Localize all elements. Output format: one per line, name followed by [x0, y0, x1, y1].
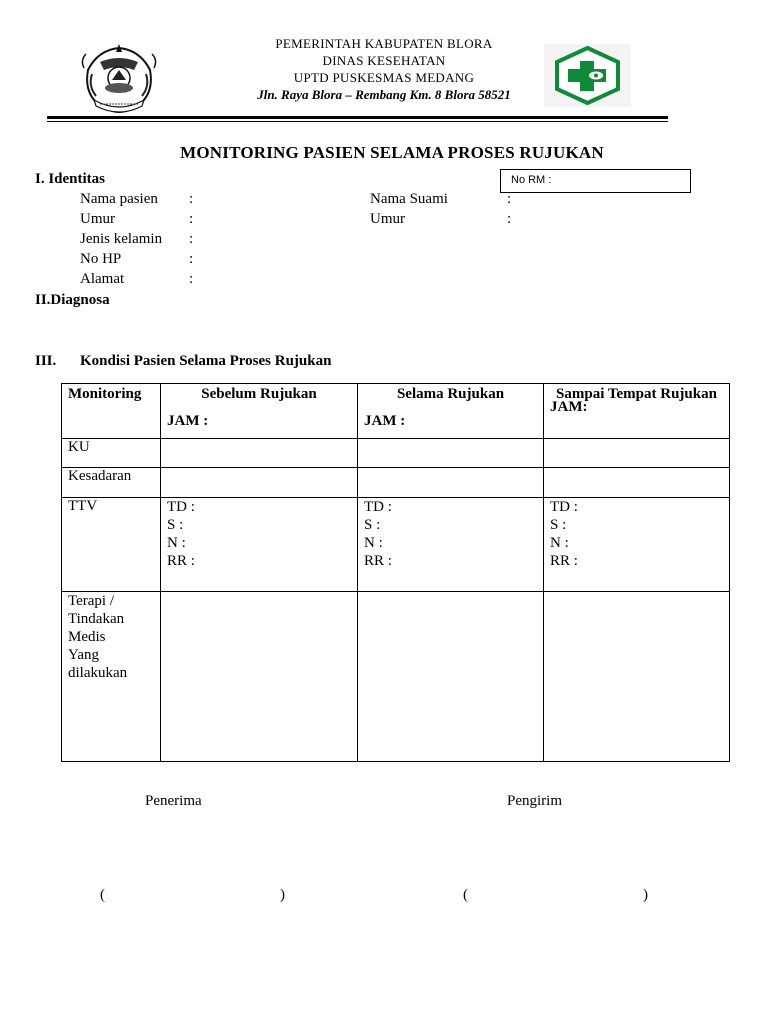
cell-kesadaran-sampai[interactable] [544, 468, 730, 498]
field-alamat-colon: : [189, 271, 194, 287]
field-jenis-kelamin-colon: : [189, 231, 194, 247]
header-monitoring-label: Monitoring [68, 386, 142, 402]
cell-terapi-sebelum[interactable] [161, 592, 358, 762]
section-kondisi-heading: Kondisi Pasien Selama Proses Rujukan [80, 353, 332, 369]
cell-ttv-sebelum[interactable] [161, 498, 358, 592]
cell-terapi-sampai[interactable] [544, 592, 730, 762]
cell-terapi-selama[interactable] [358, 592, 544, 762]
field-alamat-label: Alamat [80, 271, 125, 287]
ttv-n-label: N : [364, 535, 383, 551]
section-kondisi-number: III. [35, 353, 57, 369]
terapi-line: Terapi / [68, 593, 115, 609]
header-department: DINAS KESEHATAN [322, 53, 446, 68]
signature-penerima-label: Penerima [145, 793, 202, 809]
signature-pengirim-open-paren: ( [463, 887, 468, 903]
terapi-line: Tindakan [68, 611, 125, 627]
header-rule-thin [47, 121, 668, 122]
ttv-n-label: N : [167, 535, 186, 551]
jam-sebelum-label: JAM : [167, 413, 209, 429]
table-row-ttv [62, 498, 730, 592]
terapi-line: dilakukan [68, 665, 128, 681]
signature-pengirim-close-paren: ) [643, 887, 648, 903]
ttv-n-label: N : [550, 535, 569, 551]
ttv-s-label: S : [550, 517, 567, 533]
ttv-rr-label: RR : [550, 553, 578, 569]
cell-ttv-selama[interactable] [358, 498, 544, 592]
cell-kesadaran-selama[interactable] [358, 468, 544, 498]
cell-ku-sebelum[interactable] [161, 439, 358, 468]
field-nama-suami-label: Nama Suami [370, 191, 448, 207]
ttv-rr-label: RR : [364, 553, 392, 569]
ttv-td-label: TD : [550, 499, 578, 515]
no-rm-box[interactable] [500, 169, 691, 193]
ttv-td-label: TD : [167, 499, 195, 515]
field-nama-pasien-label: Nama pasien [80, 191, 158, 207]
field-umur-suami-label: Umur [370, 211, 405, 227]
ttv-s-label: S : [364, 517, 381, 533]
section-identitas-heading: I. Identitas [35, 171, 106, 187]
terapi-line: Medis [68, 629, 106, 645]
row-label-ku: KU [62, 439, 161, 468]
signature-penerima-close-paren: ) [280, 887, 285, 903]
table-row-terapi [62, 592, 730, 762]
cell-ku-sampai[interactable] [544, 439, 730, 468]
cell-ku-selama[interactable] [358, 439, 544, 468]
header-sebelum-label: Sebelum Rujukan [201, 386, 317, 402]
table-row-ku [62, 439, 730, 468]
header-rule-thick [47, 116, 668, 119]
section-diagnosa-heading: II.Diagnosa [35, 292, 110, 308]
row-label-terapi [62, 592, 161, 762]
ttv-s-label: S : [167, 517, 184, 533]
table-header-row [62, 384, 730, 439]
row-label-kesadaran: Kesadaran [62, 468, 161, 498]
field-umur-label: Umur [80, 211, 115, 227]
field-jenis-kelamin-label: Jenis kelamin [80, 231, 163, 247]
header-sampai-tempat-rujukan [544, 384, 730, 439]
header-unit: UPTD PUSKESMAS MEDANG [293, 70, 475, 85]
header-sampai-label: Sampai Tempat Rujukan [556, 386, 717, 402]
table-row-kesadaran [62, 468, 730, 498]
no-rm-label: No RM : [511, 174, 552, 186]
cell-kesadaran-sebelum[interactable] [161, 468, 358, 498]
signature-pengirim-label: Pengirim [507, 793, 562, 809]
jam-sampai-label: JAM: [550, 399, 588, 415]
field-no-hp-label: No HP [80, 251, 122, 267]
header-monitoring [62, 384, 161, 439]
cell-ttv-sampai[interactable] [544, 498, 730, 592]
header-government: PEMERINTAH KABUPATEN BLORA [275, 36, 493, 51]
header-sebelum-rujukan [161, 384, 358, 439]
field-umur-suami-colon: : [507, 211, 512, 227]
field-umur-colon: : [189, 211, 194, 227]
field-no-hp-colon: : [189, 251, 194, 267]
header-selama-rujukan [358, 384, 544, 439]
header-address: Jln. Raya Blora – Rembang Km. 8 Blora 58521 [257, 87, 511, 102]
jam-selama-label: JAM : [364, 413, 406, 429]
row-label-ttv: TTV [62, 498, 161, 592]
field-nama-suami-colon: : [507, 191, 512, 207]
header-selama-label: Selama Rujukan [396, 386, 505, 402]
monitoring-table [61, 383, 730, 762]
ttv-rr-label: RR : [167, 553, 195, 569]
form-title: MONITORING PASIEN SELAMA PROSES RUJUKAN [180, 143, 604, 162]
field-nama-pasien-colon: : [189, 191, 194, 207]
signature-penerima-open-paren: ( [100, 887, 105, 903]
ttv-td-label: TD : [364, 499, 392, 515]
terapi-line: Yang [68, 647, 99, 663]
